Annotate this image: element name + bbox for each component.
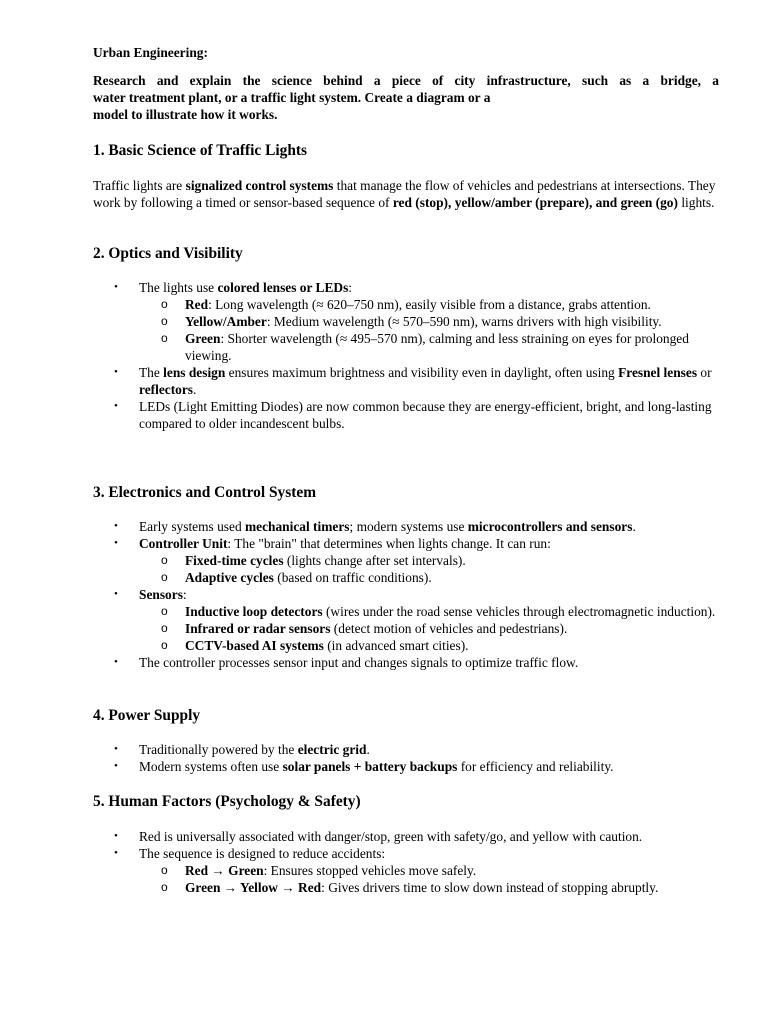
sub-list-item: o Green → Yellow → Red: Gives drivers time to slow down instead of stopping abruptly.: [161, 880, 659, 895]
sub-bullet-glyph: o: [161, 880, 168, 894]
sub-list-item: o Infrared or radar sensors (detect motion of vehicles and pedestrians).: [161, 621, 568, 636]
section-heading: 1. Basic Science of Traffic Lights: [93, 142, 308, 159]
sub-list-item: o CCTV-based AI systems (in advanced smart cities).: [161, 638, 469, 653]
sub-bullet-glyph: o: [161, 553, 168, 567]
list-item: • Traditionally powered by the electric grid.: [114, 742, 370, 757]
sub-bullet-glyph: o: [161, 621, 168, 635]
sub-bullet-glyph: o: [161, 638, 168, 652]
sub-list: [139, 603, 719, 654]
bullet-list: [93, 741, 719, 775]
bullet-list: [93, 518, 719, 671]
prompt-line: Research and explain the science behind a piece of city infrastructure, such as a bridge, a: [93, 73, 719, 88]
list-item: • LEDs (Light Emitting Diodes) are now common because they are energy-efficient, bright, and long-lasting compared to older incandescent bulbs.: [114, 399, 712, 431]
sub-list-item: o Red: Long wavelength (≈ 620–750 nm), easily visible from a distance, grabs attention.: [161, 297, 651, 312]
course-title: Urban Engineering:: [93, 45, 208, 60]
sub-list-item: o Green: Shorter wavelength (≈ 495–570 nm), calming and less straining on eyes for prolonged viewing.: [161, 331, 689, 363]
bullet-glyph: •: [114, 847, 118, 859]
bullet-glyph: •: [114, 366, 118, 378]
list-item: • Controller Unit: The "brain" that determines when lights change. It can run: o Fixed-time cycles (lights change after set intervals). o Adaptive cycles (based on traffic conditions).: [93, 535, 719, 586]
bullet-glyph: •: [114, 400, 118, 412]
sub-list-item: o Red → Green: Ensures stopped vehicles move safely.: [161, 863, 477, 878]
sub-list: [139, 296, 719, 364]
sub-list-item: o Yellow/Amber: Medium wavelength (≈ 570–590 nm), warns drivers with high visibility.: [161, 314, 662, 329]
sub-bullet-glyph: o: [161, 570, 168, 584]
bullet-glyph: •: [114, 830, 118, 842]
sub-list: [139, 862, 719, 896]
bullet-glyph: •: [114, 281, 118, 293]
list-item: • The controller processes sensor input and changes signals to optimize traffic flow.: [114, 655, 579, 670]
sub-bullet-glyph: o: [161, 297, 168, 311]
list-item: • Modern systems often use solar panels + battery backups for efficiency and reliability.: [114, 759, 614, 774]
list-item: • The lens design ensures maximum brightness and visibility even in daylight, often using Fresnel lenses or reflectors.: [114, 365, 712, 397]
document-page: [93, 44, 719, 895]
sub-bullet-glyph: o: [161, 331, 168, 345]
list-item: • Early systems used mechanical timers; modern systems use microcontrollers and sensors.: [114, 519, 636, 534]
bullet-glyph: •: [114, 588, 118, 600]
list-item: • Sensors: o Inductive loop detectors (wires under the road sense vehicles through electromagnetic induction). o Infrared or radar sensors (detect motion of vehicles and pedestrians). o CCTV-based AI systems (in advanced smart cities).: [93, 586, 719, 654]
sub-list-item: o Fixed-time cycles (lights change after set intervals).: [161, 553, 466, 568]
list-item: • The lights use colored lenses or LEDs: o Red: Long wavelength (≈ 620–750 nm), easily visible from a distance, grabs attention. o Yellow/Amber: Medium wavelength (≈ 570–590 nm), warns drivers with high visibility. o Green: Shorter wavelength (≈ 495–570 nm), calming and less straining on eyes for prolonged viewing.: [93, 279, 719, 364]
bullet-glyph: •: [114, 656, 118, 668]
sub-list: [139, 552, 719, 586]
bullet-glyph: •: [114, 537, 118, 549]
list-item: • Red is universally associated with danger/stop, green with safety/go, and yellow with caution.: [114, 829, 643, 844]
section-paragraph: Traffic lights are signalized control systems that manage the flow of vehicles and pedestrians at intersections. They work by following a timed or sensor-based sequence of red (stop), yellow/amber (prepare), and green (go) lights.: [93, 178, 716, 210]
prompt-line: water treatment plant, or a traffic light system. Create a diagram or a: [93, 90, 491, 105]
bullet-list: [93, 828, 719, 896]
section-heading: 3. Electronics and Control System: [93, 484, 317, 501]
prompt-line: model to illustrate how it works.: [93, 107, 278, 122]
sub-bullet-glyph: o: [161, 863, 168, 877]
bullet-list: [93, 279, 719, 432]
section-heading: 4. Power Supply: [93, 707, 201, 724]
assignment-prompt: [93, 72, 719, 123]
section-heading: 5. Human Factors (Psychology & Safety): [93, 793, 361, 810]
bullet-glyph: •: [114, 520, 118, 532]
sub-bullet-glyph: o: [161, 314, 168, 328]
sub-list-item: o Adaptive cycles (based on traffic conditions).: [161, 570, 432, 585]
bullet-glyph: •: [114, 760, 118, 772]
section-heading: 2. Optics and Visibility: [93, 245, 243, 262]
sub-bullet-glyph: o: [161, 604, 168, 618]
sub-list-item: o Inductive loop detectors (wires under the road sense vehicles through electromagnetic induction).: [161, 604, 716, 619]
bullet-glyph: •: [114, 743, 118, 755]
list-item: • The sequence is designed to reduce accidents: o Red → Green: Ensures stopped vehicles move safely. o Green → Yellow → Red: Gives drivers time to slow down instead of stopping abruptly.: [93, 845, 719, 896]
